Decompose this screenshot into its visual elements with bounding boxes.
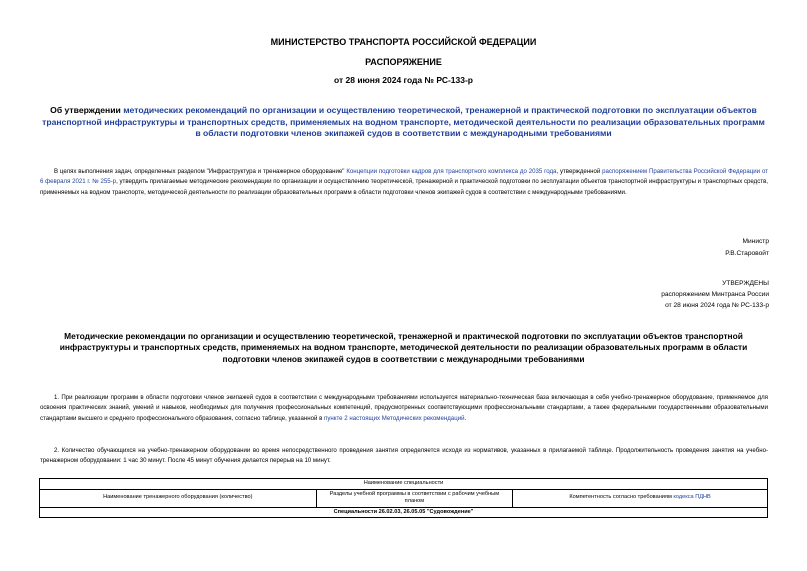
- document-type: РАСПОРЯЖЕНИЕ: [365, 57, 442, 67]
- approval-line-3: от 28 июня 2024 года № РС-133-р: [665, 302, 769, 309]
- table-header-specialty: Наименование специальности: [40, 479, 768, 490]
- order-title: [40, 105, 767, 140]
- item-1-text: 1. При реализации программ в области подготовки членов экипажей судов в соответствии с международными требованиями используется материально-техническая база включающая в себя учебно-тренажерное оборудование, применяемое для освоения практических знаний, умений и навыков, необходимых для получения профессиональных компетенций, предусмотренных соответствующими профессиональными стандартами, а также федеральными государственными образовательными стандартами высшего и среднего профессионального образования, согласно таблице, указанной в: [40, 394, 768, 422]
- item-2-reference-link[interactable]: пункте 2 настоящих Методических рекомендаций: [324, 414, 465, 422]
- government-order-link[interactable]: распоряжением Правительства Российской Федерации от 6 февраля 2021 г. № 255-р: [40, 168, 768, 186]
- signature-name: Р.В.Старовойт: [725, 250, 769, 257]
- table-header-competence: [513, 489, 768, 507]
- order-date-number: от 28 июня 2024 года № РС-133-р: [334, 75, 473, 85]
- item-2-paragraph: 2. Количество обучающихся на учебно-тренажерном оборудовании во время непосредственного проведения занятия определяется исходя из нормативов, указанных в прилагаемой таблице. Продолжительность проведения занятия на учебно-тренажерном оборудовании: 1 час 30 минут. После 45 минут обучения делается перерыв на 10 минут.: [40, 447, 768, 465]
- table-specialty-row: Специальности 26.02.03, 26.05.05 "Судовождение": [40, 507, 768, 518]
- ministry-name: МИНИСТЕРСТВО ТРАНСПОРТА РОССИЙСКОЙ ФЕДЕРАЦИИ: [270, 37, 537, 47]
- table-header-row: [40, 489, 768, 507]
- order-title-link[interactable]: методических рекомендаций по организации и осуществлению теоретической, тренажерной и практической подготовки по эксплуатации объектов транспортной инфраструктуры и транспортных средств, применяемых на водном транспорте, методической деятельности по реализации образовательных программ в области подготовки членов экипажей судов в соответствии с международными требованиями: [42, 105, 765, 138]
- intro-text-1: В целях выполнения задач, определенных разделом "Инфраструктура и тренажерное оборудование": [54, 168, 347, 175]
- recommendations-title: Методические рекомендации по организации и осуществлению теоретической, тренажерной и практической подготовки по эксплуатации объектов транспортной инфраструктуры и транспортных средств, применяемых на водном транспорте, методической деятельности по реализации образовательных программ в области подготовки членов экипажей судов в соответствии с международными требованиями: [59, 331, 748, 364]
- intro-text-3: , утвердить прилагаемые методические рекомендации по организации и осуществлению теоретической, тренажерной и практической подготовки по эксплуатации объектов транспортной инфраструктуры и транспортных средств, применяемых на водном транспорте, методической деятельности по реализации образовательных программ в области подготовки членов экипажей судов в соответствии с международными требованиями.: [40, 178, 768, 196]
- table-header-equipment: Наименование тренажерного оборудования (количество): [40, 489, 317, 507]
- table-header-program-sections: Разделы учебной программы в соответствии с рабочим учебным планом: [316, 489, 513, 507]
- item-1-paragraph: [40, 393, 768, 424]
- table-header-top-row: [40, 479, 768, 490]
- intro-paragraph: [40, 167, 768, 198]
- item-1-end: .: [464, 414, 467, 422]
- approval-line-2: распоряжением Минтранса России: [661, 291, 769, 298]
- signature-position: Министр: [742, 238, 769, 245]
- competence-text: Компетентность согласно требованиям: [569, 494, 674, 501]
- stcw-code-link[interactable]: кодекса ПДНВ: [673, 494, 711, 501]
- simulator-table: [39, 478, 768, 518]
- approval-line-1: УТВЕРЖДЕНЫ: [722, 280, 769, 287]
- concept-link[interactable]: Концепции подготовки кадров для транспортного комплекса до 2035 года: [346, 168, 557, 175]
- table-row: [40, 507, 768, 518]
- intro-text-2: , утвержденной: [556, 168, 603, 175]
- order-title-prefix: Об утверждении: [50, 105, 124, 115]
